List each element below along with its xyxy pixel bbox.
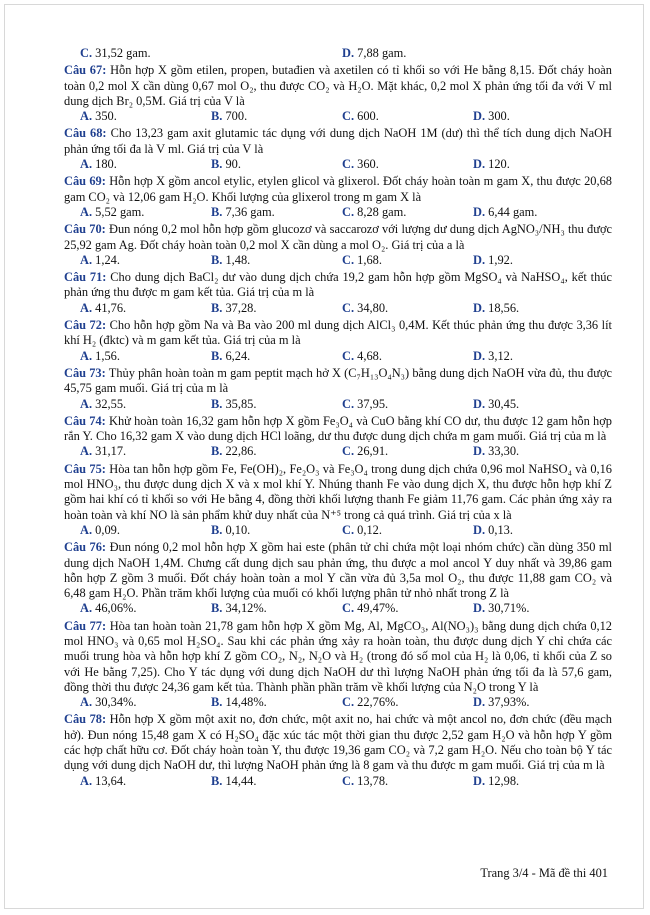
- answer-option: [326, 523, 457, 538]
- answer-option: [457, 109, 588, 124]
- question-text: [64, 318, 612, 349]
- answer-option: [195, 444, 326, 459]
- question-block: [64, 619, 612, 711]
- answer-option: [64, 205, 195, 220]
- option-letter: D.: [473, 109, 486, 124]
- option-d: D. 7,88 gam.: [342, 46, 407, 60]
- option-letter: A.: [80, 773, 93, 788]
- question-text: [64, 63, 612, 109]
- option-letter: A.: [80, 522, 93, 537]
- question-text: [64, 270, 612, 301]
- option-letter: B.: [211, 444, 223, 459]
- option-letter: A.: [80, 109, 93, 124]
- answer-option: [195, 774, 326, 789]
- question-body: Hòa tan hỗn hợp gồm Fe, Fe(OH)₂, Fe₂O₃ và Fe₃O₄ trong dung dịch chứa 0,96 mol NaHSO₄ và 0,16 mol HNO₃, thu được dung dịch X và x mol khí Y. Nhúng thanh Fe vào dung dịch X, thu được hỗn hợp khí Z gồm hai khí có tỉ khối so với He bằng 4, đồng thời khối lượng thanh Fe giảm 11,76 gam. Các phản ứng xảy ra hoàn toàn và khí NO là sản phẩm khử duy nhất của N⁺⁵ trong cả quá trình. Giá trị của x là: [64, 461, 613, 522]
- answer-option: [457, 523, 588, 538]
- option-value: 0,10.: [225, 522, 251, 537]
- answer-option: [326, 774, 457, 789]
- question-block: [64, 712, 612, 788]
- option-letter: C.: [342, 695, 355, 710]
- option-c: C. 31,52 gam.: [80, 46, 151, 60]
- option-value: 7,36 gam.: [225, 204, 275, 219]
- option-value: 600.: [357, 109, 379, 124]
- answer-options: [64, 301, 612, 316]
- option-value: 700.: [225, 109, 248, 124]
- answer-option: [195, 205, 326, 220]
- question-body: Hỗn hợp X gồm ancol etylic, etylen glicol và glixerol. Đốt cháy hoàn toàn m gam X, thu được 20,68 gam CO₂ và 12,06 gam H₂O. Khối lượng của glixerol trong m gam X là: [64, 174, 612, 204]
- question-text: [64, 222, 612, 253]
- answer-option: [64, 397, 195, 412]
- option-letter: A.: [80, 252, 93, 267]
- answer-option: [326, 601, 457, 616]
- answer-option: [195, 253, 326, 268]
- option-value: 12,98.: [488, 773, 520, 788]
- answer-option: [457, 397, 588, 412]
- answer-option: [457, 444, 588, 459]
- question-number: Câu 68:: [64, 126, 107, 141]
- option-value: 0,09.: [95, 522, 120, 537]
- answer-options: [64, 444, 612, 459]
- option-value: 34,12%.: [225, 601, 267, 616]
- option-letter: B.: [211, 348, 223, 363]
- answer-option: [326, 253, 457, 268]
- option-letter: B.: [211, 522, 223, 537]
- option-value: 14,48%.: [225, 695, 267, 710]
- option-letter: C.: [342, 348, 355, 363]
- option-letter: D.: [473, 773, 486, 788]
- question-text: [64, 366, 612, 397]
- answer-option: [326, 397, 457, 412]
- option-value: 350.: [95, 109, 117, 124]
- answer-option: [64, 601, 195, 616]
- option-letter: D.: [473, 300, 486, 315]
- option-value: 26,91.: [357, 444, 389, 459]
- option-value: 22,86.: [225, 444, 257, 459]
- option-value: 32,55.: [95, 396, 127, 411]
- answer-option: [326, 301, 457, 316]
- answer-option: [457, 774, 588, 789]
- question-body: Khử hoàn toàn 16,32 gam hỗn hợp X gồm Fe₃O₄ và CuO bằng khí CO dư, thu được 12 gam hỗn hợp rắn Y. Cho 16,32 gam X vào dung dịch HCl loãng, dư thu được dung dịch chứa m gam muối. Giá trị của m là: [64, 413, 612, 444]
- option-value: 180.: [95, 157, 117, 172]
- option-letter: A.: [80, 348, 93, 363]
- question-text: [64, 414, 612, 445]
- exam-page: [64, 46, 612, 791]
- answer-options: [64, 157, 612, 172]
- option-value: 8,28 gam.: [357, 204, 407, 219]
- question-body: Hỗn hợp X gồm etilen, propen, butađien và axetilen có tỉ khối so với He bằng 8,15. Đốt cháy hoàn toàn 0,2 mol X cần dùng 0,67 mol O₂, thu được CO₂ và H₂O. Mặt khác, 0,2 mol X phản ứng tối đa với V ml dung dịch Br₂ 0,5M. Giá trị của V là: [64, 63, 612, 108]
- question-block: [64, 222, 612, 268]
- option-value: 41,76.: [95, 300, 127, 315]
- question-body: Cho 13,23 gam axit glutamic tác dụng với dung dịch NaOH 1M (dư) thì thể tích dung dịch NaOH phản ứng tối đa là V ml. Giá trị của V là: [64, 126, 612, 156]
- option-value: 34,80.: [357, 300, 389, 315]
- option-letter: A.: [80, 601, 93, 616]
- option-value: 37,28.: [225, 300, 257, 315]
- answer-options: [64, 205, 612, 220]
- question-number: Câu 71:: [64, 270, 107, 285]
- answer-options: [64, 397, 612, 412]
- option-value: 5,52 gam.: [95, 204, 145, 219]
- answer-option: [326, 157, 457, 172]
- question-block: [64, 462, 612, 538]
- option-value: 1,56.: [95, 348, 120, 363]
- question-block: [64, 63, 612, 124]
- answer-option: [195, 109, 326, 124]
- answer-option: [457, 301, 588, 316]
- option-letter: C.: [342, 300, 355, 315]
- question-number: Câu 74:: [64, 413, 106, 428]
- option-value: 46,06%.: [95, 601, 137, 616]
- question-block: [64, 174, 612, 220]
- question-body: Cho hỗn hợp gồm Na và Ba vào 200 ml dung dịch AlCl₃ 0,4M. Kết thúc phản ứng thu được 3,36 lít khí H₂ (đktc) và m gam kết tủa. Giá trị của m là: [64, 318, 612, 348]
- question-block: [64, 540, 612, 616]
- answer-option: [457, 253, 588, 268]
- answer-option: [326, 109, 457, 124]
- question-number: Câu 72:: [64, 318, 107, 333]
- option-letter: B.: [211, 252, 223, 267]
- answer-option: [64, 109, 195, 124]
- option-letter: A.: [80, 695, 93, 710]
- option-value: 33,30.: [488, 444, 520, 459]
- question-block: [64, 366, 612, 412]
- option-value: 4,68.: [357, 348, 382, 363]
- option-letter: A.: [80, 300, 93, 315]
- option-value: 18,56.: [488, 300, 520, 315]
- option-value: 22,76%.: [357, 695, 399, 710]
- question-text: [64, 174, 612, 205]
- option-value: 6,44 gam.: [488, 204, 538, 219]
- question-body: Thủy phân hoàn toàn m gam peptit mạch hở X (C₇H₁₃O₄N₃) bằng dung dịch NaOH vừa đủ, thu được 45,75 gam muối. Giá trị của m là: [64, 365, 612, 396]
- option-letter: C.: [342, 601, 355, 616]
- question-number: Câu 77:: [64, 618, 107, 633]
- answer-options: [64, 523, 612, 538]
- answer-option: [457, 695, 588, 710]
- option-letter: D.: [473, 396, 486, 411]
- option-value: 1,24.: [95, 252, 120, 267]
- question-number: Câu 69:: [64, 174, 106, 189]
- option-value: 90.: [225, 157, 241, 172]
- option-letter: A.: [80, 396, 93, 411]
- option-letter: B.: [211, 396, 223, 411]
- option-letter: D.: [473, 601, 486, 616]
- option-letter: D.: [473, 695, 486, 710]
- answer-option: [326, 444, 457, 459]
- answer-option: [64, 774, 195, 789]
- answer-option: [195, 523, 326, 538]
- question-number: Câu 67:: [64, 63, 107, 78]
- answer-option: [195, 601, 326, 616]
- answer-options: [64, 349, 612, 364]
- question-block: [64, 318, 612, 364]
- answer-option: [195, 301, 326, 316]
- question-number: Câu 73:: [64, 365, 106, 380]
- question-list: [64, 63, 612, 789]
- option-letter: C.: [342, 252, 355, 267]
- option-value: 0,13.: [488, 522, 513, 537]
- option-value: 120.: [488, 157, 510, 172]
- option-value: 35,85.: [225, 396, 257, 411]
- answer-option: [64, 444, 195, 459]
- question-number: Câu 75:: [64, 461, 106, 476]
- option-value: 1,48.: [225, 252, 251, 267]
- option-value: 0,12.: [357, 522, 382, 537]
- answer-options: [64, 109, 612, 124]
- answer-option: [64, 695, 195, 710]
- question-block: [64, 270, 612, 316]
- option-letter: D.: [473, 157, 486, 172]
- option-value: 6,24.: [225, 348, 251, 363]
- answer-option: [457, 157, 588, 172]
- option-letter: C.: [342, 522, 355, 537]
- answer-option: [457, 601, 588, 616]
- question-number: Câu 76:: [64, 540, 107, 555]
- answer-option: [457, 349, 588, 364]
- answer-option: [64, 253, 195, 268]
- option-value: 1,92.: [488, 252, 513, 267]
- question-body: Cho dung dịch BaCl₂ dư vào dung dịch chứa 19,2 gam hỗn hợp gồm MgSO₄ và NaHSO₄, kết thúc phản ứng thu được m gam kết tủa. Giá trị của m là: [64, 270, 612, 300]
- question-number: Câu 78:: [64, 712, 107, 727]
- option-letter: D.: [473, 348, 486, 363]
- question-text: [64, 619, 612, 695]
- page-footer: Trang 3/4 - Mã đề thi 401: [480, 866, 608, 880]
- option-letter: C.: [342, 444, 355, 459]
- answer-option: [64, 523, 195, 538]
- option-letter: B.: [211, 109, 223, 124]
- option-letter: B.: [211, 773, 223, 788]
- question-block: [64, 414, 612, 460]
- option-value: 300.: [488, 109, 510, 124]
- option-letter: A.: [80, 204, 93, 219]
- answer-options: [64, 774, 612, 789]
- question-body: Hỗn hợp X gồm một axit no, đơn chức, một axit no, hai chức và một ancol no, đơn chức (đều mạch hở). Đun nóng 15,48 gam X có H₂SO₄ đặc xúc tác một thời gian thu được 2,52 gam H₂O và hỗn hợp Y gồm các hợp chất hữu cơ. Đốt cháy hoàn toàn Y, thu được 19,36 gam CO₂ và 7,2 gam H₂O. Nếu cho toàn bộ Y tác dụng với dung dịch NaOH dư, thì lượng NaOH phản ứng là 8 gam và thu được m gam muối. Giá trị của m là: [64, 712, 612, 773]
- option-letter: D.: [473, 204, 486, 219]
- answer-options: [64, 253, 612, 268]
- question-text: [64, 462, 612, 523]
- answer-option: [195, 695, 326, 710]
- option-value: 37,93%.: [488, 695, 530, 710]
- question-body: Đun nóng 0,2 mol hỗn hợp gồm glucozơ và saccarozơ với lượng dư dung dịch AgNO₃/NH₃ thu được 25,92 gam Ag. Đốt cháy hoàn toàn 0,2 mol X cần dùng a mol O₂. Giá trị của a là: [64, 222, 613, 252]
- question-text: [64, 540, 612, 601]
- option-value: 30,34%.: [95, 695, 137, 710]
- option-value: 13,78.: [357, 773, 389, 788]
- answer-option: [64, 349, 195, 364]
- option-value: 1,68.: [357, 252, 382, 267]
- option-letter: C.: [342, 204, 355, 219]
- question-body: Hòa tan hoàn toàn 21,78 gam hỗn hợp X gồm Mg, Al, MgCO₃, Al(NO₃)₃ bằng dung dịch chứa 0,12 mol HNO₃ và 0,65 mol H₂SO₄. Sau khi các phản ứng xảy ra hoàn toàn, thu được dung dịch Y chỉ chứa các muối trung hòa và hỗn hợp khí Z gồm CO₂, N₂, N₂O và H₂ (trong đó số mol của H₂ là 0,06, tỉ khối của Z so với He bằng 7,25). Cho Y tác dụng với dung dịch NaOH dư thì lượng NaOH phản ứng tối đa là 57,6 gam, đồng thời thu được 24,36 gam kết tủa. Thành phần phần trăm về khối lượng của N₂O trong Y là: [64, 618, 613, 694]
- top-options: [64, 46, 612, 61]
- answer-option: [195, 397, 326, 412]
- question-body: Đun nóng 0,2 mol hỗn hợp X gồm hai este (phân tử chỉ chứa một loại nhóm chức) cần dùng 350 ml dung dịch NaOH 1,4M. Chưng cất dung dịch sau phản ứng, thu được a mol ancol Y duy nhất và 39,86 gam hỗn hợp Z gồm 3 muối. Đốt cháy hoàn toàn a mol Y cần vừa đủ 3,5a mol O₂, thu được 11,88 gam CO₂ và 6,48 gam H₂O. Phần trăm khối lượng của muối có khối lượng phân tử nhỏ nhất trong Z là: [64, 540, 612, 601]
- option-letter: B.: [211, 695, 223, 710]
- option-letter: C.: [342, 157, 355, 172]
- option-value: 3,12.: [488, 348, 513, 363]
- option-letter: A.: [80, 444, 93, 459]
- option-value: 30,45.: [488, 396, 520, 411]
- option-letter: A.: [80, 157, 93, 172]
- option-letter: C.: [342, 109, 355, 124]
- option-letter: C.: [342, 773, 355, 788]
- answer-option: [64, 157, 195, 172]
- answer-option: [195, 157, 326, 172]
- option-letter: B.: [211, 601, 223, 616]
- option-letter: D.: [473, 252, 486, 267]
- option-value: 360.: [357, 157, 379, 172]
- answer-options: [64, 601, 612, 616]
- answer-options: [64, 695, 612, 710]
- answer-option: [64, 301, 195, 316]
- option-value: 49,47%.: [357, 601, 399, 616]
- option-letter: D.: [473, 444, 486, 459]
- question-text: [64, 712, 612, 773]
- option-value: 37,95.: [357, 396, 389, 411]
- answer-option: [326, 349, 457, 364]
- option-letter: B.: [211, 157, 223, 172]
- option-letter: C.: [342, 396, 355, 411]
- option-value: 30,71%.: [488, 601, 530, 616]
- option-value: 14,44.: [225, 773, 257, 788]
- option-value: 31,17.: [95, 444, 127, 459]
- answer-option: [457, 205, 588, 220]
- answer-option: [326, 205, 457, 220]
- option-letter: D.: [473, 522, 486, 537]
- question-number: Câu 70:: [64, 222, 106, 237]
- question-text: [64, 126, 612, 157]
- option-letter: B.: [211, 300, 223, 315]
- answer-option: [326, 695, 457, 710]
- answer-option: [195, 349, 326, 364]
- option-value: 13,64.: [95, 773, 127, 788]
- option-letter: B.: [211, 204, 223, 219]
- question-block: [64, 126, 612, 172]
